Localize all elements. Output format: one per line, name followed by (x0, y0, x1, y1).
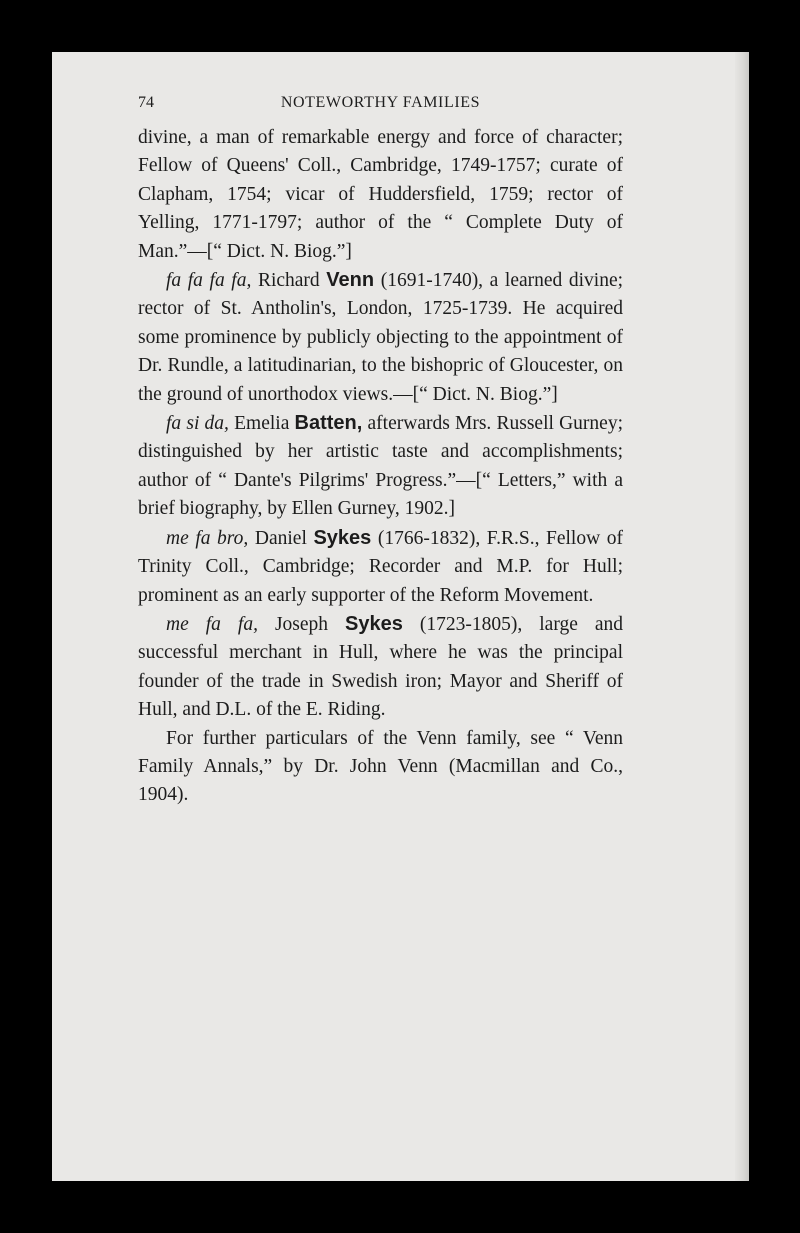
surname: Sykes (313, 526, 372, 549)
given-name: Emelia (234, 413, 290, 435)
continuation-paragraph (138, 124, 623, 266)
page-number: 74 (138, 94, 154, 111)
relation-label: fa si da, (166, 413, 229, 435)
surname: Venn (326, 269, 375, 292)
page-edge (735, 52, 749, 1181)
closing-paragraph (138, 725, 623, 810)
paragraph-text: For further particulars of the Venn family, see “ Venn Family Annals,” by Dr. John Venn (Macmillan and Co., 1904). (138, 727, 623, 806)
entry-text: (1723-1805), large and successful merchant in Hull, where he was the principal founder of the trade in Swedish iron; Mayor and Sheriff of Hull, and D.L. of the E. Riding. (138, 613, 624, 721)
paragraph-text: divine, a man of remarkable energy and force of character; Fellow of Queens' Coll., Cambridge, 1749-1757; curate of Clapham, 1754; vicar of Huddersfield, 1759; rector of Yelling, 1771-1797; author of the “ Complete Duty of Man.”—[“ Dict. N. Biog.”] (138, 127, 623, 262)
relation-label: me fa fa, (166, 613, 258, 635)
entry-joseph-sykes (138, 610, 623, 725)
running-head: NOTEWORTHY FAMILIES (280, 94, 481, 111)
given-name: Richard (257, 270, 320, 292)
surname: Batten, (294, 412, 363, 435)
surname: Sykes (345, 612, 403, 635)
entry-emelia-batten (138, 409, 623, 524)
relation-label: fa fa fa fa, (166, 270, 252, 292)
page-header (138, 94, 623, 120)
relation-label: me fa bro, (166, 527, 249, 549)
entry-richard-venn (138, 266, 623, 409)
entry-text: (1766-1832), F.R.S., Fellow of Trinity Coll., Cambridge; Recorder and M.P. for Hull; prominent as an early supporter of the Reform Movement. (138, 527, 624, 606)
entry-text: (1691-1740), a learned divine; rector of St. Antholin's, London, 1725-1739. He acquired some prominence by publicly objecting to the appointment of Dr. Rundle, a latitudinarian, to the bishopric of Gloucester, on the ground of unorthodox views.—[“ Dict. N. Biog.”] (138, 270, 624, 405)
entry-daniel-sykes (138, 524, 623, 610)
given-name: Joseph (274, 613, 329, 635)
page-body (138, 124, 623, 810)
entry-text: afterwards Mrs. Russell Gurney; distinguished by her artistic taste and accomplishments; author of “ Dante's Pilgrims' Progress.”—[“ Letters,” with a brief biography, by Ellen Gurney, 1902.] (138, 413, 623, 520)
given-name: Daniel (254, 527, 307, 549)
